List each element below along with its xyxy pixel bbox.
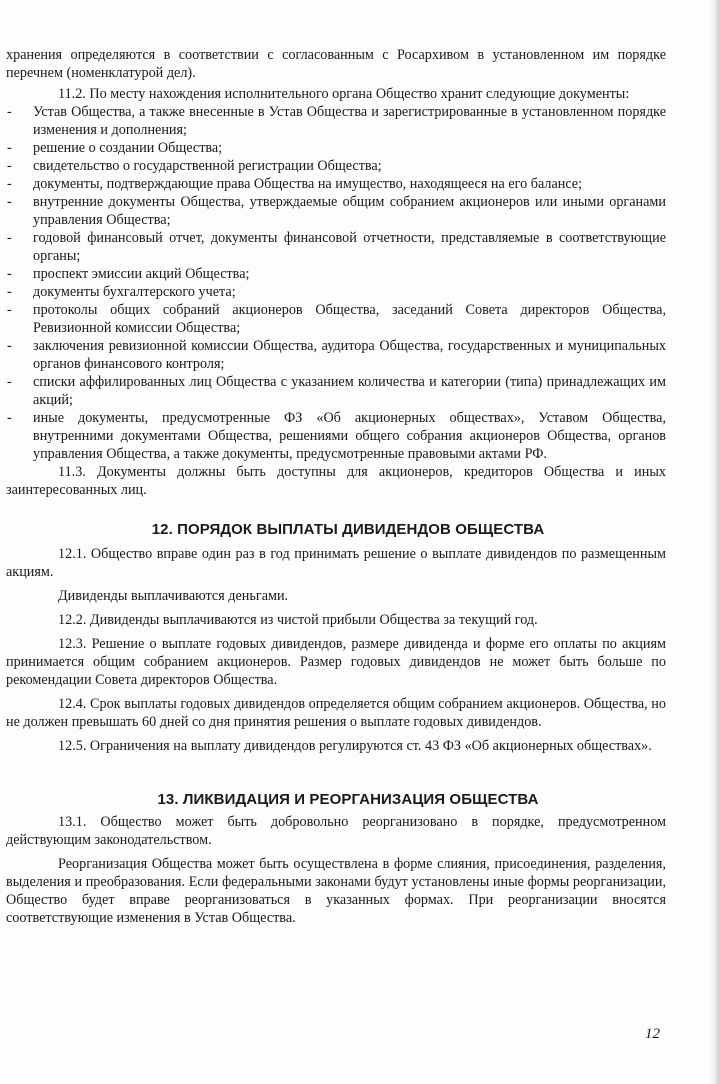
paragraph-12-4: 12.4. Срок выплаты годовых дивидендов определяется общим собранием акционеров. Общества, но не должен превышать 60 дней со дня принятия решения о выплате годовых дивидендов. xyxy=(6,696,666,730)
list-item: - иные документы, предусмотренные ФЗ «Об акционерных обществах», Уставом Общества, внутренними документами Общества, решениями общего собрания акционеров Общества, органов управления Общества, а также документы, предусмотренные правовыми актами РФ. xyxy=(6,409,666,463)
section-12-heading: 12. ПОРЯДОК ВЫПЛАТЫ ДИВИДЕНДОВ ОБЩЕСТВА xyxy=(151,521,545,538)
paragraph-reorganization: Реорганизация Общества может быть осуществлена в форме слияния, присоединения, разделения, выделения и преобразования. Если федеральными законами будут установлены иные формы реорганизации, Общество будет вправе реорганизоваться в указанных формах. При реорганизации вносятся соответствующие изменения в Устав Общества. xyxy=(6,856,666,926)
list-item: - документы, подтверждающие права Общества на имущество, находящееся на его балансе; xyxy=(6,175,666,193)
list-item: - Устав Общества, а также внесенные в Устав Общества и зарегистрированные в установленном порядке изменения и дополнения; xyxy=(6,103,666,139)
paragraph-13-1: 13.1. Общество может быть добровольно реорганизовано в порядке, предусмотренном действующим законодательством. xyxy=(6,814,666,848)
paragraph-12-2: 12.2. Дивиденды выплачиваются из чистой прибыли Общества за текущий год. xyxy=(58,612,538,628)
page-content xyxy=(6,46,666,927)
paragraph-12-5: 12.5. Ограничения на выплату дивидендов регулируются ст. 43 ФЗ «Об акционерных обществах». xyxy=(58,738,652,754)
list-item: - годовой финансовый отчет, документы финансовой отчетности, представляемые в соответствующие органы; xyxy=(6,229,666,265)
list-item: - списки аффилированных лиц Общества с указанием количества и категории (типа) принадлежащих им акций; xyxy=(6,373,666,409)
paragraph-11-3: 11.3. Документы должны быть доступны для акционеров, кредиторов Общества и иных заинтересованных лиц. xyxy=(6,464,666,498)
list-item: - проспект эмиссии акций Общества; xyxy=(6,265,666,283)
list-item: - протоколы общих собраний акционеров Общества, заседаний Совета директоров Общества, Ревизионной комиссии Общества; xyxy=(6,301,666,337)
paragraph-continuation: хранения определяются в соответствии с согласованным с Росархивом в установленном им порядке перечнем (номенклатурой дел). xyxy=(6,47,666,81)
paragraph-12-1: 12.1. Общество вправе один раз в год принимать решение о выплате дивидендов по размещенным акциям. xyxy=(6,546,666,580)
list-item: - документы бухгалтерского учета; xyxy=(6,283,666,301)
scan-shadow xyxy=(709,0,719,1084)
page-number: 12 xyxy=(645,1026,660,1042)
list-item: - решение о создании Общества; xyxy=(6,139,666,157)
paragraph-dividends-cash: Дивиденды выплачиваются деньгами. xyxy=(58,588,289,604)
list-item: - свидетельство о государственной регистрации Общества; xyxy=(6,157,666,175)
list-item: - заключения ревизионной комиссии Общества, аудитора Общества, государственных и муниципальных органов финансового контроля; xyxy=(6,337,666,373)
list-item: - внутренние документы Общества, утверждаемые общим собранием акционеров или иными органами управления Общества; xyxy=(6,193,666,229)
paragraph-11-2: 11.2. По месту нахождения исполнительного органа Общество хранит следующие документы: xyxy=(58,86,630,102)
documents-list xyxy=(6,103,666,463)
section-13-heading: 13. ЛИКВИДАЦИЯ И РЕОРГАНИЗАЦИЯ ОБЩЕСТВА xyxy=(157,791,539,808)
paragraph-12-3: 12.3. Решение о выплате годовых дивидендов, размере дивиденда и форме его оплаты по акциям принимается общим собранием акционеров. Размер годовых дивидендов не может быть больше по рекомендации Совета директоров Общества. xyxy=(6,636,666,688)
